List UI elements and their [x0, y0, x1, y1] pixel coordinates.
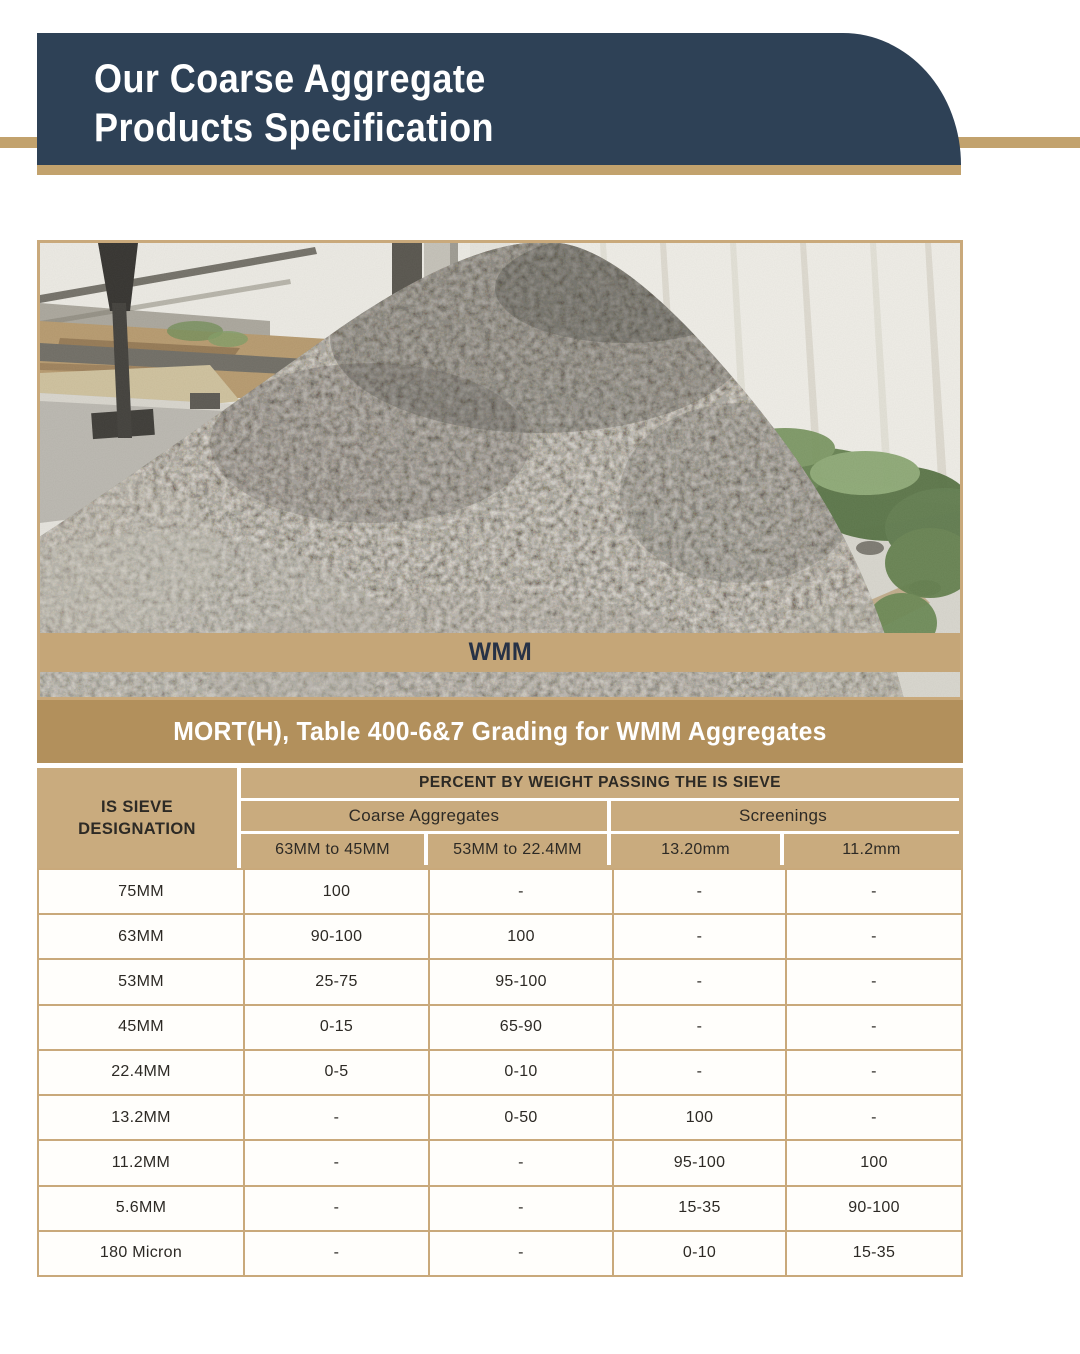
sieve-designation-cell: 45MM — [39, 1006, 243, 1049]
value-cell: - — [787, 915, 961, 958]
sieve-designation-cell: 180 Micron — [39, 1232, 243, 1275]
value-cell: - — [430, 1187, 612, 1230]
value-cell: 0-15 — [245, 1006, 428, 1049]
value-cell: - — [245, 1187, 428, 1230]
table-title-bar — [37, 700, 963, 763]
aggregate-photo — [37, 240, 963, 700]
page-title-line1: Our Coarse Aggregate — [94, 57, 486, 101]
title-banner — [37, 33, 961, 165]
group-coarse-aggregates: Coarse Aggregates — [241, 801, 607, 831]
value-cell: 25-75 — [245, 960, 428, 1003]
value-cell: 0-10 — [430, 1051, 612, 1094]
value-cell: - — [787, 870, 961, 913]
value-cell: - — [614, 1006, 785, 1049]
value-cell: 0-10 — [614, 1232, 785, 1275]
column-header-13-20mm: 13.20mm — [607, 834, 780, 865]
value-cell: 95-100 — [430, 960, 612, 1003]
sieve-designation-cell: 5.6MM — [39, 1187, 243, 1230]
value-cell: - — [787, 1051, 961, 1094]
value-cell: - — [614, 915, 785, 958]
value-cell: 100 — [430, 915, 612, 958]
group-header-row — [241, 801, 959, 834]
value-cell: 95-100 — [614, 1141, 785, 1184]
sieve-designation-cell: 63MM — [39, 915, 243, 958]
group-screenings: Screenings — [607, 801, 955, 831]
table-header — [37, 768, 963, 868]
column-header-53mm-22-4mm: 53MM to 22.4MM — [424, 834, 607, 865]
value-cell: - — [430, 870, 612, 913]
value-cell: 0-5 — [245, 1051, 428, 1094]
sieve-designation-header: IS SIEVE DESIGNATION — [37, 768, 241, 868]
value-cell: - — [614, 960, 785, 1003]
value-cell: 15-35 — [787, 1232, 961, 1275]
banner-gold-underline — [37, 165, 961, 175]
value-cell: - — [787, 1096, 961, 1139]
value-cell: - — [245, 1096, 428, 1139]
value-cell: - — [787, 960, 961, 1003]
sieve-designation-cell: 11.2MM — [39, 1141, 243, 1184]
column-header-row — [241, 834, 959, 865]
value-cell: - — [614, 870, 785, 913]
value-cell: - — [430, 1232, 612, 1275]
percent-by-weight-header: PERCENT BY WEIGHT PASSING THE IS SIEVE — [241, 768, 959, 801]
table-title: MORT(H), Table 400-6&7 Grading for WMM Aggregates — [173, 716, 827, 746]
page-title-line2: Products Specification — [94, 106, 494, 150]
value-cell: - — [614, 1051, 785, 1094]
table-body — [37, 868, 963, 1277]
value-cell: 100 — [245, 870, 428, 913]
sieve-designation-cell: 53MM — [39, 960, 243, 1003]
aggregate-pile-image — [40, 243, 960, 697]
value-cell: 100 — [787, 1141, 961, 1184]
table-header-right — [241, 768, 959, 868]
value-cell: 65-90 — [430, 1006, 612, 1049]
value-cell: - — [787, 1006, 961, 1049]
photo-caption-bar — [40, 633, 960, 672]
value-cell: 0-50 — [430, 1096, 612, 1139]
sieve-designation-cell: 75MM — [39, 870, 243, 913]
sieve-designation-cell: 13.2MM — [39, 1096, 243, 1139]
value-cell: - — [245, 1141, 428, 1184]
photo-caption: WMM — [468, 638, 532, 666]
value-cell: - — [430, 1141, 612, 1184]
value-cell: 15-35 — [614, 1187, 785, 1230]
sieve-designation-cell: 22.4MM — [39, 1051, 243, 1094]
value-cell: 90-100 — [787, 1187, 961, 1230]
value-cell: 100 — [614, 1096, 785, 1139]
page-title — [94, 55, 494, 153]
value-cell: 90-100 — [245, 915, 428, 958]
value-cell: - — [245, 1232, 428, 1275]
column-header-63mm-45mm: 63MM to 45MM — [241, 834, 424, 865]
column-header-11-2mm: 11.2mm — [780, 834, 959, 865]
